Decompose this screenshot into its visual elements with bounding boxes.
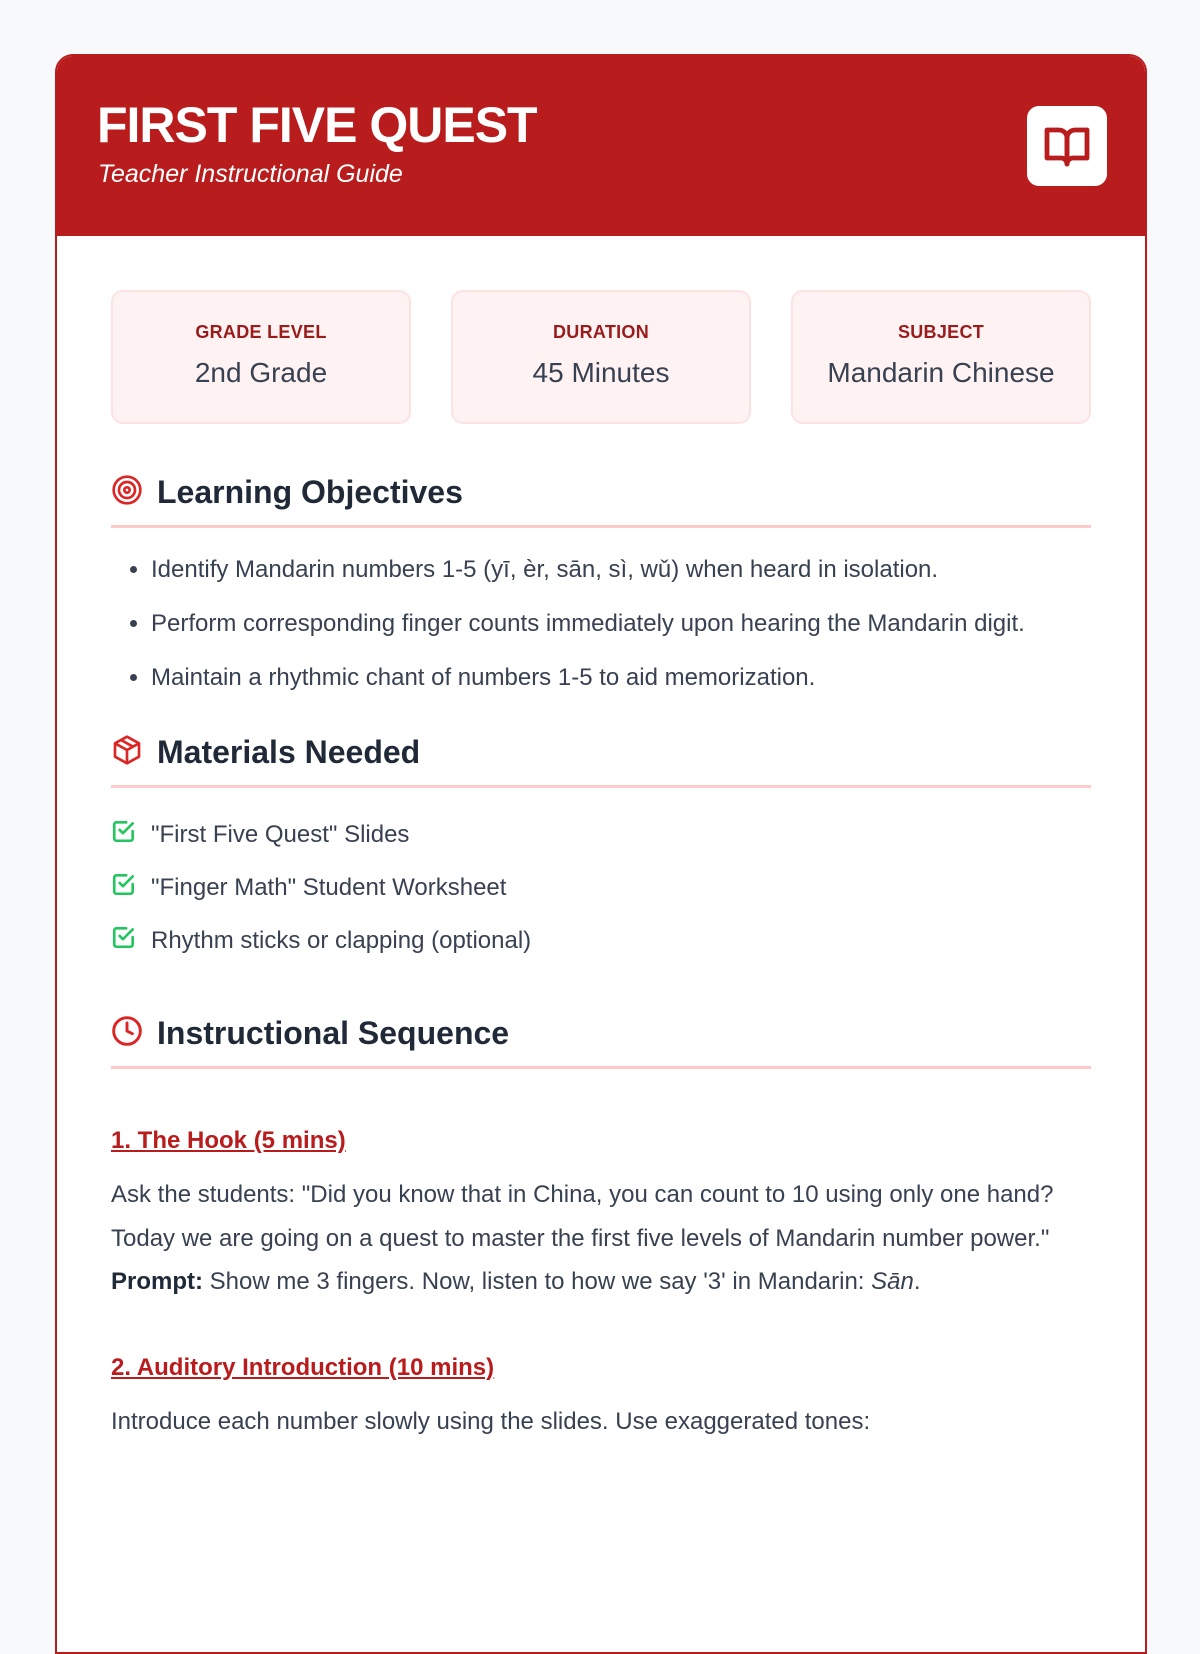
sequence-heading (111, 1015, 1091, 1069)
page-title: FIRST FIVE QUEST (97, 97, 537, 153)
list-item (111, 808, 1091, 861)
stat-value: 2nd Grade (194, 357, 328, 388)
step-title: 2. Auditory Introduction (10 mins) (111, 1353, 495, 1381)
list-item (111, 914, 1091, 967)
list-item: • Perform corresponding finger counts immediately upon hearing the Mandarin digit. (151, 604, 1091, 644)
pinyin-term: Sān (871, 1268, 914, 1295)
checkbox-checked-icon (111, 818, 137, 851)
target-icon (111, 474, 143, 511)
step-text: Show me 3 fingers. Now, listen to how we say '3' in Mandarin: (203, 1268, 872, 1295)
objectives-list (111, 550, 1091, 698)
stat-grade-level (111, 290, 411, 424)
clock-icon (111, 1015, 143, 1052)
material-label: "First Five Quest" Slides (151, 820, 410, 848)
stat-duration (451, 290, 751, 424)
materials-list (111, 808, 1091, 967)
materials-heading (111, 734, 1091, 788)
list-item: • Identify Mandarin numbers 1-5 (yī, èr, sān, sì, wǔ) when heard in isolation. (151, 550, 1091, 590)
stat-subject (791, 290, 1091, 424)
material-label: "Finger Math" Student Worksheet (151, 873, 507, 901)
section-title: Instructional Sequence (157, 1015, 510, 1051)
checkbox-checked-icon (111, 871, 137, 904)
list-item (111, 861, 1091, 914)
material-label: Rhythm sticks or clapping (optional) (151, 926, 532, 954)
lesson-guide-card (55, 54, 1147, 1654)
lesson-stats (111, 290, 1091, 424)
stat-value: Mandarin Chinese (827, 357, 1055, 388)
stat-label: SUBJECT (897, 322, 985, 342)
checkbox-checked-icon (111, 924, 137, 957)
step-description (111, 1173, 1091, 1304)
book-open-icon (1027, 106, 1107, 186)
step-text: Ask the students: "Did you know that in China, you can count to 10 using only one hand? Today we are going on a quest to master the first five levels of Mandarin number power." (111, 1181, 1054, 1252)
package-icon (111, 734, 143, 771)
stat-label: DURATION (552, 322, 650, 342)
page-subtitle: Teacher Instructional Guide (98, 160, 403, 188)
step-text: Introduce each number slowly using the slides. Use exaggerated tones: (111, 1407, 871, 1435)
section-title: Learning Objectives (157, 474, 463, 510)
step-2 (111, 1296, 1091, 1444)
step-description (111, 1400, 1091, 1444)
step-1 (111, 1069, 1091, 1304)
guide-header (57, 56, 1145, 236)
stat-value: 45 Minutes (532, 357, 670, 388)
section-title: Materials Needed (157, 734, 421, 770)
stat-label: GRADE LEVEL (195, 322, 327, 342)
step-text: . (913, 1268, 921, 1295)
list-item: • Maintain a rhythmic chant of numbers 1-5 to aid memorization. (151, 658, 1091, 698)
step-title: 1. The Hook (5 mins) (111, 1127, 346, 1154)
objectives-heading (111, 474, 1091, 528)
prompt-label: Prompt: (111, 1268, 203, 1295)
